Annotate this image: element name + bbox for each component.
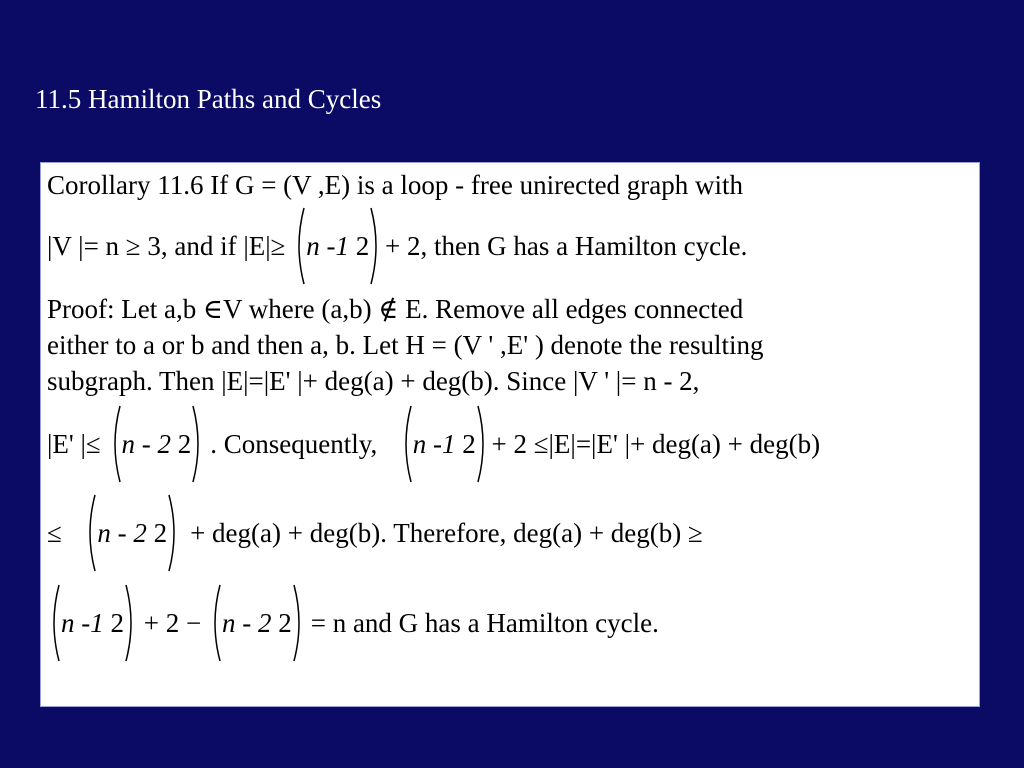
binomial-n-minus-2 [83,516,183,550]
binomial-n-minus-2 [208,606,304,640]
corollary-text-1: Corollary 11.6 If G = (V ,E) is a loop - free unirected graph with [47,169,744,200]
right-paren-icon [124,583,138,663]
corollary-line-2 [47,226,747,260]
right-paren-icon [476,404,490,484]
binomial-n-minus-1 [399,427,485,461]
proof-line4-start: |E' |≤ [47,428,101,459]
binomial-top: n - 2 [121,428,171,459]
right-paren-icon [292,583,306,663]
binomial-n-minus-1 [292,229,378,263]
right-paren-icon [369,206,383,286]
left-paren-icon [83,493,97,573]
corollary-condition: |V |= n ≥ 3, and if |E|≥ [47,230,286,261]
left-paren-icon [292,206,306,286]
binomial-bottom: 2 [355,230,370,261]
binomial-bottom: 2 [177,428,192,459]
proof-line4-mid: . Consequently, [210,428,378,459]
proof-line-5 [47,513,703,547]
proof-line-2 [47,325,764,359]
proof-line-6 [47,603,659,637]
proof-line4-end: + 2 ≤|E|=|E' |+ deg(a) + deg(b) [491,428,821,459]
proof-text-3: subgraph. Then |E|=|E' |+ deg(a) + deg(b). Since |V ' |= n - 2, [47,365,700,396]
proof-line6-end: = n and G has a Hamilton cycle. [310,607,659,638]
content-box [40,162,980,707]
binomial-top: n - 2 [97,517,147,548]
proof-line5-end: + deg(a) + deg(b). Therefore, deg(a) + deg(b) ≥ [190,517,703,548]
binomial-top: n - 2 [221,607,272,638]
corollary-conclusion: + 2, then G has a Hamilton cycle. [384,230,748,261]
binomial-n-minus-2 [108,427,204,461]
binomial-bottom: 2 [462,428,476,459]
right-paren-icon [167,493,181,573]
proof-text-1: Proof: Let a,b ∈V where (a,b) ∉ E. Remove all edges connected [47,293,744,324]
proof-text-2: either to a or b and then a, b. Let H = (V ' ,E' ) denote the resulting [47,329,764,360]
proof-line-4 [47,424,820,458]
proof-line-3 [47,361,699,395]
binomial-bottom: 2 [153,517,168,548]
left-paren-icon [399,404,413,484]
binomial-bottom: 2 [278,607,292,638]
slide-title: 11.5 Hamilton Paths and Cycles [35,84,382,114]
binomial-top: n -1 [61,607,104,638]
corollary-line-1 [47,165,743,199]
binomial-top: n -1 [412,428,456,459]
proof-line6-mid: + 2 − [143,607,202,638]
right-paren-icon [191,404,205,484]
left-paren-icon [47,583,61,663]
proof-line-1 [47,289,743,323]
proof-line5-start: ≤ [47,517,62,548]
binomial-bottom: 2 [110,607,124,638]
binomial-n-minus-1 [47,606,137,640]
left-paren-icon [108,404,122,484]
binomial-top: n -1 [306,230,349,261]
left-paren-icon [208,583,222,663]
